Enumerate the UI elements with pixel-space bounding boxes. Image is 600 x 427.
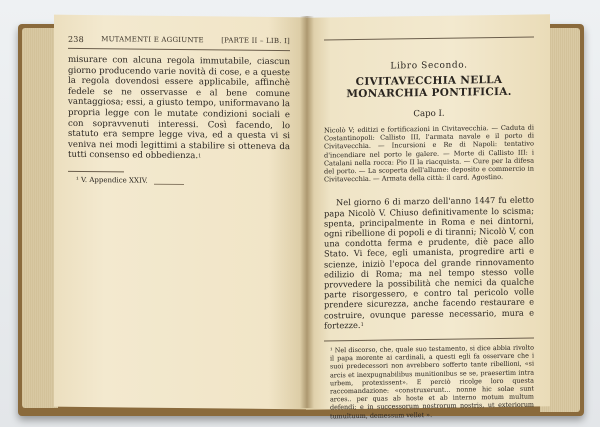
footnote-rule (324, 338, 534, 342)
header-rule (68, 48, 290, 51)
left-running-head (68, 35, 290, 46)
running-section: [PARTE II – LIB. I] (221, 36, 290, 46)
top-rule (324, 37, 534, 41)
chapter-summary: Nicolò V; editizi e fortificazioni in Civitavecchia. — Caduta di Costantinopoli: Callisto III, l'armata navale e il porto di Civitavecchia. — Incursioni e Re di Napoli: tentativo d'incendiare nel porto le galere. — Morte di Callisto III: i Catalani nella rocca: Pio II la riacquista. — Cure per la difesa del porto. — La scoperta dell'allume: deposito e commercio in Civitavecchia. — Armata della città: il card. Agostino. (324, 123, 534, 184)
right-page (306, 14, 550, 421)
page-number: 238 (68, 34, 84, 44)
left-footnote: ¹ V. Appendice XXIV. (76, 175, 148, 185)
page-edges-left (22, 28, 58, 408)
left-page (54, 15, 306, 410)
footnote-rule (68, 171, 124, 173)
right-footnote: ¹ Nel discorso, che, quale suo testamento, si dice abbia rivolto il papa morente ai cardinali, a questi egli fa osservare che i suoi predecessori non avrebbero sofferto tante ribellioni, «si arcis et inexpugnabilibus munitionibus se se, praesertim intra urbem, protexissent». E perciò ricolge loro questa raccomandazione: «construxerunt... nonne hic solae sunt arces.. per quas ab hoste et ab interno motum multum defendi; e in successorum nostrorum nostris, ut exteriorum tumultuum, demessum vellet ». (330, 343, 534, 421)
footnote-mark: 1 (360, 321, 364, 328)
right-paragraph: Nel giorno 6 di marzo dell'anno 1447 fu eletto papa Nicolò V. Chiuso definitivamente lo scisma; spenta, principalmente in Roma e nei dintorni, ogni ribellione di popoli e di tiranni; Nicolò V, con una condotta ferma e prudente, diè pace allo Stato. Vi fece, egli umanista, progredire arti e scienze, iniziò l'epoca del grande rinnovamento edilizio di Roma; ma nel tempo stesso volle provvedere la possibilità che nemici da qualche parte risorgessero, e contro tal pericolo volle prendere sicurezza, anche facendo restaurare e costruire, ovunque paresse necessario, mura e fortezze.$^1$ (324, 194, 534, 331)
left-page-content (68, 35, 290, 187)
book-gutter (300, 16, 314, 408)
chapter-heading: Capo I. (413, 108, 445, 120)
right-page-content (324, 37, 534, 421)
open-book (14, 16, 588, 421)
left-paragraph: misurare con alcuna regola immutabile, ciascun giorno producendo varie novità di cose, e a queste la regola dovendosi essere applicabile, affinchè fedele se ne osservasse e al bene comune vantaggiosa; essi, a giusto tempo, uniformavano la propria legge con le mutate condizioni sociali e con sopravvenuti interessi. Così facendo, lo statuto era sempre legge viva, ed a questa vi si veniva nei modi legittimi a stabilire si otteneva da tutti consenso ed obbedienza.$^1$ (68, 54, 290, 162)
book-title: Libro Secondo. (390, 60, 468, 72)
running-title: MUTAMENTI E AGGIUNTE (101, 35, 204, 45)
footnote-mark: 1 (198, 153, 202, 160)
section-title: CIVITAVECCHIA NELLA MONARCHIA PONTIFICIA. (346, 73, 512, 101)
